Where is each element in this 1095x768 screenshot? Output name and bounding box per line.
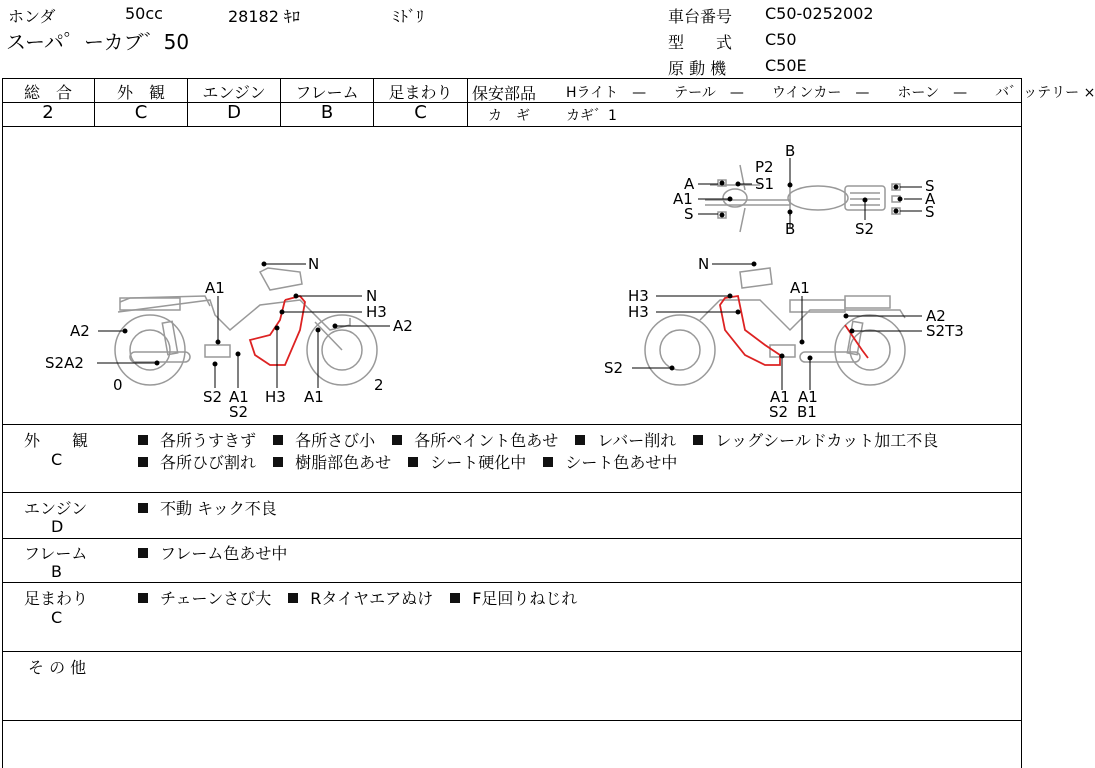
defect-item: フレーム色あせ中 <box>160 544 288 563</box>
top-label-s-right-1: S <box>925 177 935 195</box>
damage-diagram <box>0 128 1024 424</box>
defect-item: レッグシールドカット加工不良 <box>715 431 939 450</box>
section-grade: C <box>51 450 63 469</box>
grade-divider-5 <box>467 78 468 126</box>
top-label-s-right-2: S <box>925 203 935 221</box>
top-label-a-right: A <box>925 190 936 208</box>
section-title: 外 観 <box>24 431 89 450</box>
left-label-zero: 0 <box>113 376 123 394</box>
defect-item: 各所ペイント色あせ <box>414 431 559 450</box>
left-label-a1-front: A1 <box>304 388 324 406</box>
top-label-p2: P2 <box>755 158 774 176</box>
key-value: カギ゛1 <box>566 108 617 124</box>
mileage: 28182 ｷﾛ <box>228 7 300 26</box>
rule-top <box>2 78 1022 79</box>
maker: ホンダ <box>8 7 56 26</box>
type-value: C50 <box>765 30 797 49</box>
grade-header-exterior: 外 観 <box>116 83 165 102</box>
defect-line <box>138 496 277 519</box>
rule-other-bottom <box>2 720 1022 721</box>
defect-item: チェーンさび大 <box>160 589 272 608</box>
defect-item: Rタイヤエアぬけ <box>310 589 434 608</box>
left-label-n: N <box>366 287 378 305</box>
right-label-s2t3: S2T3 <box>926 322 964 340</box>
section-title: そ の 他 <box>28 658 87 677</box>
rule-safety-mid <box>467 102 1022 103</box>
left-label-a1-bottom: A1 <box>229 388 249 406</box>
top-label-a: A <box>684 175 695 193</box>
right-label-a1-bottom-2: A1 <box>798 388 818 406</box>
displacement: 50cc <box>125 4 163 23</box>
top-label-b-lower: B <box>785 220 796 238</box>
right-label-h3-2: H3 <box>628 303 649 321</box>
rule-engine-bottom <box>2 538 1022 539</box>
right-label-a1-top: A1 <box>790 279 810 297</box>
left-label-a2-right: A2 <box>393 317 413 335</box>
left-label-two: 2 <box>374 376 384 394</box>
top-label-s2: S2 <box>855 220 875 238</box>
section-title: フレーム <box>24 544 88 563</box>
left-label-s2-bottom: S2 <box>229 403 249 421</box>
top-label-s1: S1 <box>755 175 775 193</box>
defect-item: 樹脂部色あせ <box>295 453 392 472</box>
right-label-b1-bottom: B1 <box>797 403 817 421</box>
left-label-n-top: N <box>308 255 320 273</box>
top-label-b-upper: B <box>785 142 796 160</box>
grade-value-suspension: C <box>414 102 427 123</box>
defect-line <box>138 586 577 609</box>
rule-frame-bottom <box>2 582 1022 583</box>
right-label-a2: A2 <box>926 307 946 325</box>
left-label-h3: H3 <box>366 303 387 321</box>
grade-value-exterior: C <box>134 102 148 123</box>
right-label-a1-bottom-1: A1 <box>770 388 790 406</box>
section-grade: C <box>51 608 63 627</box>
right-label-n: N <box>698 255 710 273</box>
section-grade: D <box>51 517 64 536</box>
left-label-s2: S2 <box>203 388 223 406</box>
rule-exterior-bottom <box>2 492 1022 493</box>
grade-value-frame: B <box>320 102 334 123</box>
defect-line <box>138 428 938 451</box>
left-label-a2-left: A2 <box>70 322 90 340</box>
defect-item: シート硬化中 <box>430 453 527 472</box>
defect-item: シート色あせ中 <box>565 453 678 472</box>
left-label-s2a2: S2A2 <box>45 354 84 372</box>
defect-item: 各所さび小 <box>295 431 376 450</box>
rule-suspension-bottom <box>2 651 1022 652</box>
grade-header-frame: フレーム <box>295 83 359 102</box>
right-label-h3-1: H3 <box>628 287 649 305</box>
left-label-a1-top: A1 <box>205 279 225 297</box>
key-label: カ ギ <box>488 108 530 124</box>
grade-value-overall: 2 <box>42 102 54 123</box>
type-label: 型 式 <box>668 33 733 52</box>
rule-grades-bottom <box>2 126 1022 127</box>
engine-value: C50E <box>765 56 807 75</box>
grade-value-engine: D <box>227 102 241 123</box>
defect-line <box>138 541 287 564</box>
color: ﾐﾄﾞﾘ <box>392 7 425 26</box>
frame-no-label: 車台番号 <box>668 7 733 26</box>
safety-items: Hライト — テール — ウインカー — ホーン — バ゛ッテリー × <box>566 85 1095 101</box>
section-title: エンジン <box>24 499 88 518</box>
grade-header-overall: 総 合 <box>23 83 72 102</box>
defect-item: 各所ひび割れ <box>160 453 257 472</box>
right-view-damage <box>720 296 868 365</box>
right-view-bike <box>645 268 905 385</box>
safety-label: 保安部品 <box>472 84 537 103</box>
defect-item: F足回りねじれ <box>472 589 578 608</box>
frame-no: C50-0252002 <box>765 4 874 23</box>
top-label-a1: A1 <box>673 190 693 208</box>
defect-item: レバー削れ <box>597 431 677 450</box>
top-label-s-left: S <box>684 205 694 223</box>
rule-diagram-bottom <box>2 424 1022 425</box>
right-label-s2-bottom: S2 <box>769 403 789 421</box>
engine-label: 原 動 機 <box>668 59 727 78</box>
defect-item: 各所うすきず <box>160 431 257 450</box>
right-label-s2: S2 <box>604 359 624 377</box>
left-label-h3-bottom: H3 <box>265 388 286 406</box>
grade-header-suspension: 足まわり <box>388 83 453 102</box>
section-grade: B <box>51 562 62 581</box>
model-name: スーパ゜ーカブ゛50 <box>6 30 190 54</box>
defect-line <box>138 450 677 473</box>
grade-header-engine: エンジン <box>202 83 266 102</box>
defect-item: 不動 キック不良 <box>160 499 277 518</box>
section-title: 足まわり <box>24 589 89 608</box>
